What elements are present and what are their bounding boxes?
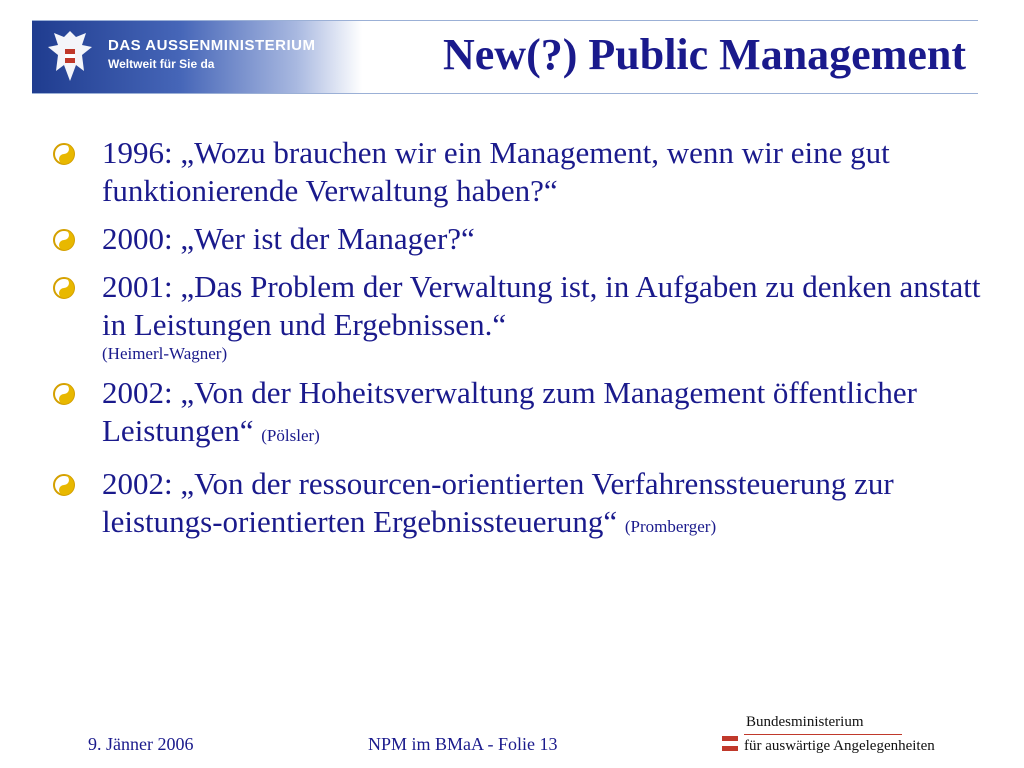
- bullet-item: [52, 220, 982, 258]
- austrian-flag-icon: [722, 736, 738, 751]
- yin-yang-icon: [52, 382, 76, 406]
- bullet-item: [52, 268, 982, 364]
- bullet-text: 2000: „Wer ist der Manager?“: [102, 221, 475, 256]
- bullet-source: (Pölsler): [261, 426, 320, 445]
- bullet-text: 2001: „Das Problem der Verwaltung ist, in Aufgaben zu denken anstatt in Leistungen und Ergebnissen.“ (Heimerl-Wagner): [102, 269, 981, 363]
- bullet-item: [52, 374, 982, 455]
- austrian-eagle-icon: [46, 27, 94, 85]
- bullet-item: [52, 134, 982, 210]
- slide-title: New(?) Public Management: [442, 30, 966, 79]
- yin-yang-icon: [52, 473, 76, 497]
- ministry-logo: [722, 714, 972, 760]
- banner-title: DAS AUSSENMINISTERIUM: [108, 37, 316, 54]
- ministry-banner: [32, 21, 362, 93]
- yin-yang-icon: [52, 142, 76, 166]
- bullet-text: 2002: „Von der ressourcen-orientierten Verfahrenssteuerung zur leistungs-orientierten Ergebnissteuerung“ (Promberger): [102, 466, 894, 539]
- slide-header: [32, 20, 978, 94]
- bullet-source: (Promberger): [624, 517, 717, 536]
- footer-date: 9. Jänner 2006: [88, 734, 194, 754]
- ministry-divider: [744, 734, 902, 735]
- bullet-item: [52, 465, 982, 546]
- ministry-name-line2: für auswärtige Angelegenheiten: [744, 738, 935, 754]
- ministry-name-line1: Bundesministerium: [746, 714, 864, 730]
- yin-yang-icon: [52, 276, 76, 300]
- footer-slide-label: NPM im BMaA - Folie 13: [368, 734, 558, 754]
- yin-yang-icon: [52, 228, 76, 252]
- bullet-list: [52, 134, 982, 556]
- bullet-text: 1996: „Wozu brauchen wir ein Management, wenn wir eine gut funktionierende Verwaltung haben?“: [102, 135, 890, 208]
- bullet-source: (Heimerl-Wagner): [102, 344, 228, 363]
- banner-tagline: Weltweit für Sie da: [108, 57, 215, 71]
- bullet-text: 2002: „Von der Hoheitsverwaltung zum Management öffentlicher Leistungen“ (Pölsler): [102, 375, 917, 448]
